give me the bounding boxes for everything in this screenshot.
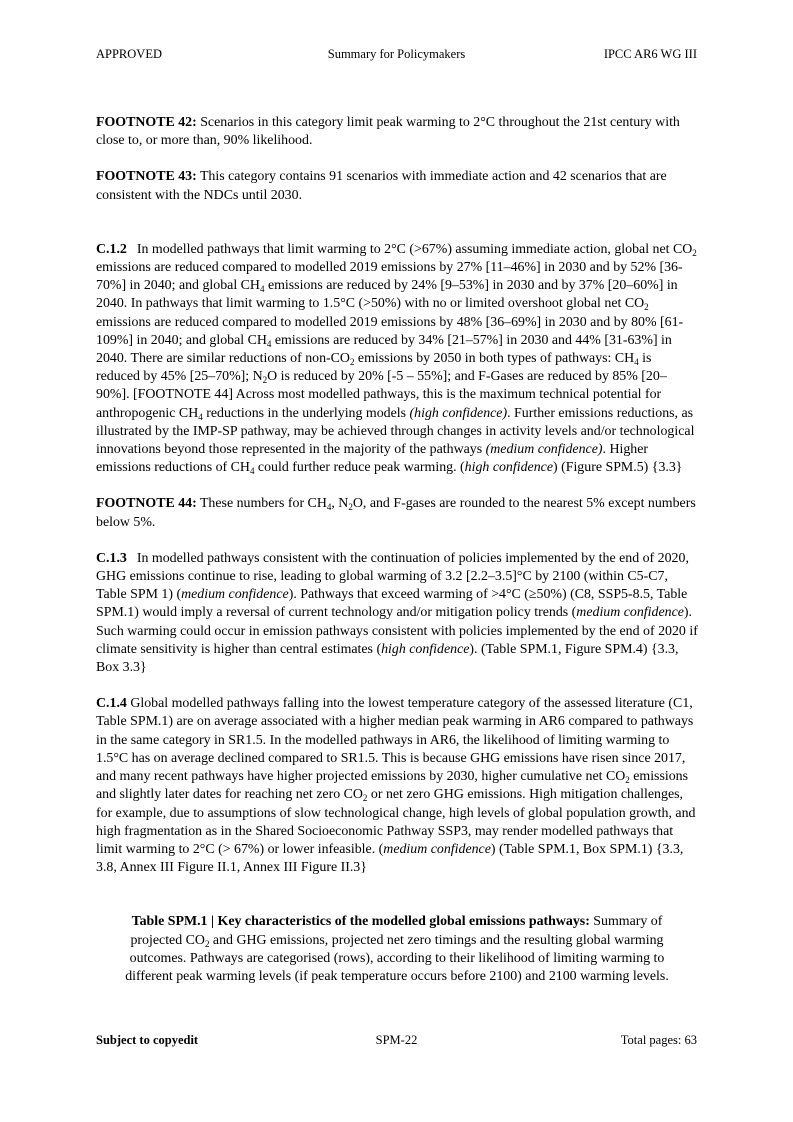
header-report: IPCC AR6 WG III [603,47,697,61]
paragraph-c14: C.1.4 Global modelled pathways falling into the lowest temperature category of the assessed literature (C1, Table SPM.1) are on average associated with a higher median peak warming in AR6 compared to pathways in the same category in SR1.5. In the modelled pathways in AR6, the likelihood of limiting warming to 1.5°C has on average declined compared to SR1.5. This is because GHG emissions have risen since 2017, and many recent pathways have higher projected emissions by 2030, higher cumulative net $CO_2$ emissions and slightly later dates for reaching net zero $CO_2$ or net zero GHG emissions. High mitigation challenges, for example, due to assumptions of slow technological change, high levels of global population growth, and high fragmentation as in the Shared Socioeconomic Pathway SSP3, may render modelled pathways that limit warming to 2°C (> 67%) or lower infeasible. (medium confidence) (Table SPM.1, Box SPM.1) {3.3, 3.8, Annex III Figure II.1, Annex III Figure II.3} [96,696,696,876]
footer-page-number: SPM-22 [375,1033,418,1047]
table-caption: Table SPM.1 | Key characteristics of the modelled global emissions pathways: Summary of projected $CO_2$ and GHG emissions, projected net zero timings and the resulting global warming outcomes. Pathways are categorised (rows), according to their likelihood of limiting warming to different peak warming levels (if peak temperature occurs before 2100) and 2100 warming levels. [125,914,669,984]
footer-total-pages: Total pages: 63 [620,1033,697,1047]
page-header [96,47,697,63]
document-body [96,114,698,986]
footnote-42-label: FOOTNOTE 42: [96,115,197,130]
page-footer [96,1033,697,1049]
footer-copyedit-note: Subject to copyedit [96,1033,199,1047]
section-number-c12: C.1.2 [96,241,127,257]
paragraph-c13: C.1.3 In modelled pathways consistent with the continuation of policies implemented by the end of 2020, GHG emissions continue to rise, leading to global warming of 3.2 [2.2–3.5]°C by 2100 (within C5-C7, Table SPM 1) (medium confidence). Pathways that exceed warming of >4°C (≥50%) (C8, SSP5-8.5, Table SPM.1) would imply a reversal of current technology and/or mitigation policy trends (medium confidence). Such warming could occur in emission pathways consistent with policies implemented by the end of 2020 if climate sensitivity is higher than central estimates (high confidence). (Table SPM.1, Figure SPM.4) {3.3, Box 3.3} [96,550,698,676]
footnote-43-label: FOOTNOTE 43: [96,169,197,185]
section-number-c14: C.1.4 [96,696,127,712]
table-caption-label: Table SPM.1 | Key characteristics of the modelled global emissions pathways: [131,914,590,930]
footnote-43: FOOTNOTE 43: This category contains 91 scenarios with immediate action and 42 scenarios that are consistent with the NDCs until 2030. [96,169,667,203]
footnote-42: FOOTNOTE 42: Scenarios in this category limit peak warming to 2°C throughout the 21st century with close to, or more than, 90% likelihood. [96,115,680,149]
section-number-c13: C.1.3 [96,550,127,566]
footnote-44: FOOTNOTE 44: These numbers for $CH_4$, $N_2O$, and F-gases are rounded to the nearest 5% except numbers below 5%. [96,496,696,530]
footnote-44-label: FOOTNOTE 44: [96,496,197,512]
header-title: Summary for Policymakers [327,47,466,61]
paragraph-c12: C.1.2 In modelled pathways that limit warming to 2°C (>67%) assuming immediate action, global net $CO_2$ emissions are reduced compared to modelled 2019 emissions by 27% [11–46%] in 2030 and by 52% [36-70%] in 2040; and global $CH_4$ emissions are reduced by 24% [9–53%] in 2030 and by 37% [20–60%] in 2040. In pathways that limit warming to 1.5°C (>50%) with no or limited overshoot global net $CO_2$ emissions are reduced compared to modelled 2019 emissions by 48% [36–69%] in 2030 and by 80% [61-109%] in 2040; and global $CH_4$ emissions are reduced by 34% [21–57%] in 2030 and 44% [31-63%] in 2040. There are similar reductions of non-$CO_2$ emissions by 2050 in both types of pathways: $CH_4$ is reduced by 45% [25–70%]; $N_2O$ is reduced by 20% [-5 – 55%]; and F-Gases are reduced by 85% [20–90%]. [FOOTNOTE 44] Across most modelled pathways, this is the maximum technical potential for anthropogenic $CH_4$ reductions in the underlying models (high confidence). Further emissions reductions, as illustrated by the IMP-SP pathway, may be achieved through changes in activity levels and/or technological innovations beyond those represented in the majority of the pathways (medium confidence). Higher emissions reductions of $CH_4$ could further reduce peak warming. (high confidence) (Figure SPM.5) {3.3} [96,241,697,477]
header-status: APPROVED [96,47,162,61]
